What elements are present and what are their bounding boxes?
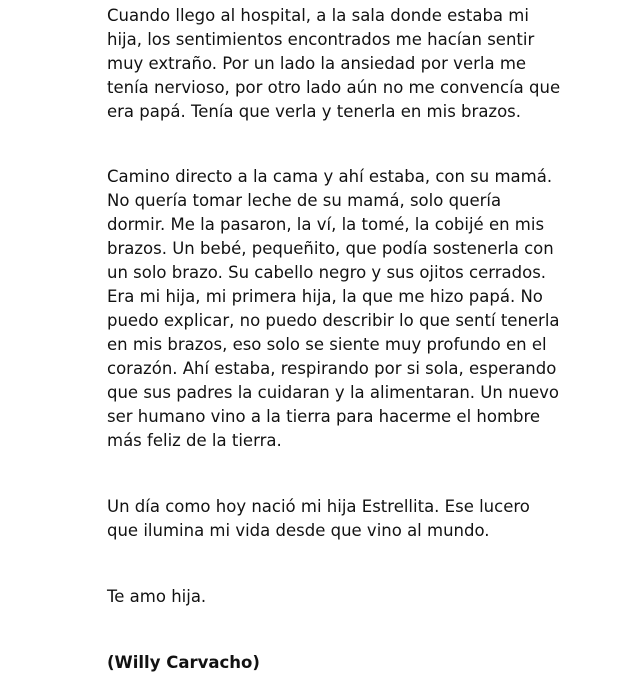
paragraph-love-note: Te amo hija. (107, 587, 207, 606)
paragraph-holding-baby: Camino directo a la cama y ahí estaba, con su mamá. No quería tomar leche de su mamá, solo quería dormir. Me la pasaron, la ví, la tomé, la cobijé en mis brazos. Un bebé, pequeñito, que podía sostenerla con un solo brazo. Su cabello negro y sus ojitos cerrados. Era mi hija, mi primera hija, la que me hizo papá. No puedo explicar, no puedo describir lo que sentí tenerla en mis brazos, eso solo se siente muy profundo en el corazón. Ahí estaba, respirando por si sola, esperando que sus padres la cuidaran y la alimentaran. Un nuevo ser humano vino a la tierra para hacerme el hombre más feliz de la tierra. (107, 167, 560, 450)
paragraph-hospital-arrival: Cuando llego al hospital, a la sala donde estaba mi hija, los sentimientos encontrados me hacían sentir muy extraño. Por un lado la ansiedad por verla me tenía nervioso, por otro lado aún no me convencía que era papá. Tenía que verla y tenerla en mis brazos. (107, 6, 561, 121)
paragraph-birthday: Un día como hoy nació mi hija Estrellita. Ese lucero que ilumina mi vida desde que vino al mundo. (107, 497, 530, 540)
author-signature: (Willy Carvacho) (107, 653, 260, 672)
